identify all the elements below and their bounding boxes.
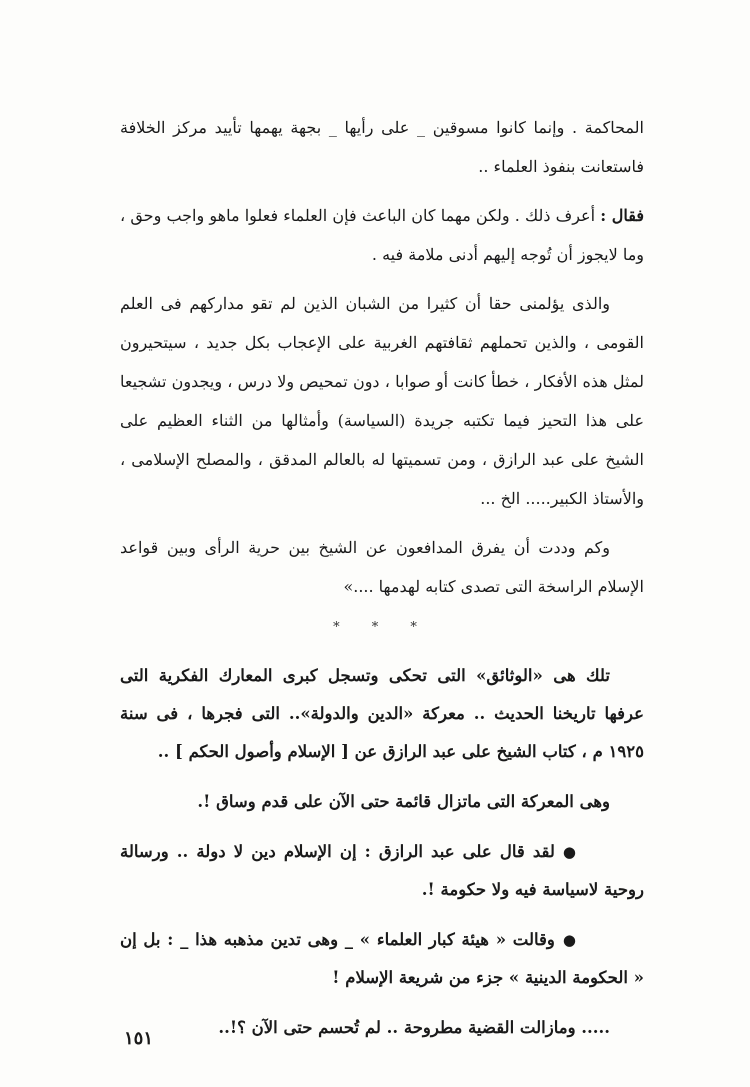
- summary-paragraph-2: وهى المعركة التى ماتزال قائمة حتى الآن على قدم وساق !.: [197, 792, 610, 811]
- summary-paragraph-4-text: وقالت « هيئة كبار العلماء » _ وهى تدين مذهبه هذا _ : بل إن « الحكومة الدينية » جزء من شريعة الإسلام !: [120, 930, 644, 987]
- bullet-icon: ●: [562, 843, 576, 861]
- paragraph-2: [120, 196, 644, 274]
- bullet-icon: ●: [562, 931, 576, 949]
- summary-paragraph-3-text: لقد قال على عبد الرازق : إن الإسلام دين لا دولة .. ورسالة روحية لاسياسة فيه ولا حكومة !.: [120, 842, 644, 899]
- summary-paragraph-1: تلك هى «الوثائق» التى تحكى وتسجل كبرى المعارك الفكرية التى عرفها تاريخنا الحديث .. معركة «الدين والدولة».. التى فجرها ، فى سنة ١٩٢٥ م ، كتاب الشيخ على عبد الرازق عن [ الإسلام وأصول الحكم ] ..: [120, 666, 644, 761]
- summary-paragraph-4: [120, 921, 644, 997]
- speaker-label: فقال :: [600, 206, 645, 225]
- section-separator: * * *: [333, 620, 431, 635]
- paragraph-2-text: أعرف ذلك . ولكن مهما كان الباعث فإن العلماء فعلوا ماهو واجب وحق ، وما لايجوز أن تُوجه إليهم أدنى ملامة فيه .: [120, 206, 644, 264]
- summary-paragraph-3: [120, 833, 644, 909]
- paragraph-4: وكم وددت أن يفرق المدافعون عن الشيخ بين حرية الرأى وبين قواعد الإسلام الراسخة التى تصدى كتابه لهدمها ....»: [120, 538, 644, 596]
- page-number: ١٥١: [124, 1028, 154, 1049]
- summary-block: [120, 657, 644, 1047]
- paragraph-3: والذى يؤلمنى حقا أن كثيرا من الشبان الذين لم تقو مداركهم فى العلم القومى ، والذين تحملهم ثقافتهم الغربية على الإعجاب بكل جديد ، سيتحيرون لمثل هذه الأفكار ، خطأ كانت أو صوابا ، دون تمحيص ولا درس ، ويجدون تشجيعا على هذا التحيز فيما تكتبه جريدة (السياسة) وأمثالها من الثناء العظيم على الشيخ على عبد الرازق ، ومن تسميتها له بالعالم المدقق ، والمصلح الإسلامى ، والأستاذ الكبير..... الخ ...: [120, 294, 644, 508]
- paragraph-1: المحاكمة . وإنما كانوا مسوقين _ على رأيها _ بجهة يهمها تأييد مركز الخلافة فاستعانت بنفوذ العلماء ..: [120, 118, 644, 176]
- summary-paragraph-5: ..... ومازالت القضية مطروحة .. لم تُحسم حتى الآن ؟!..: [218, 1018, 610, 1037]
- page-body: [120, 108, 644, 1059]
